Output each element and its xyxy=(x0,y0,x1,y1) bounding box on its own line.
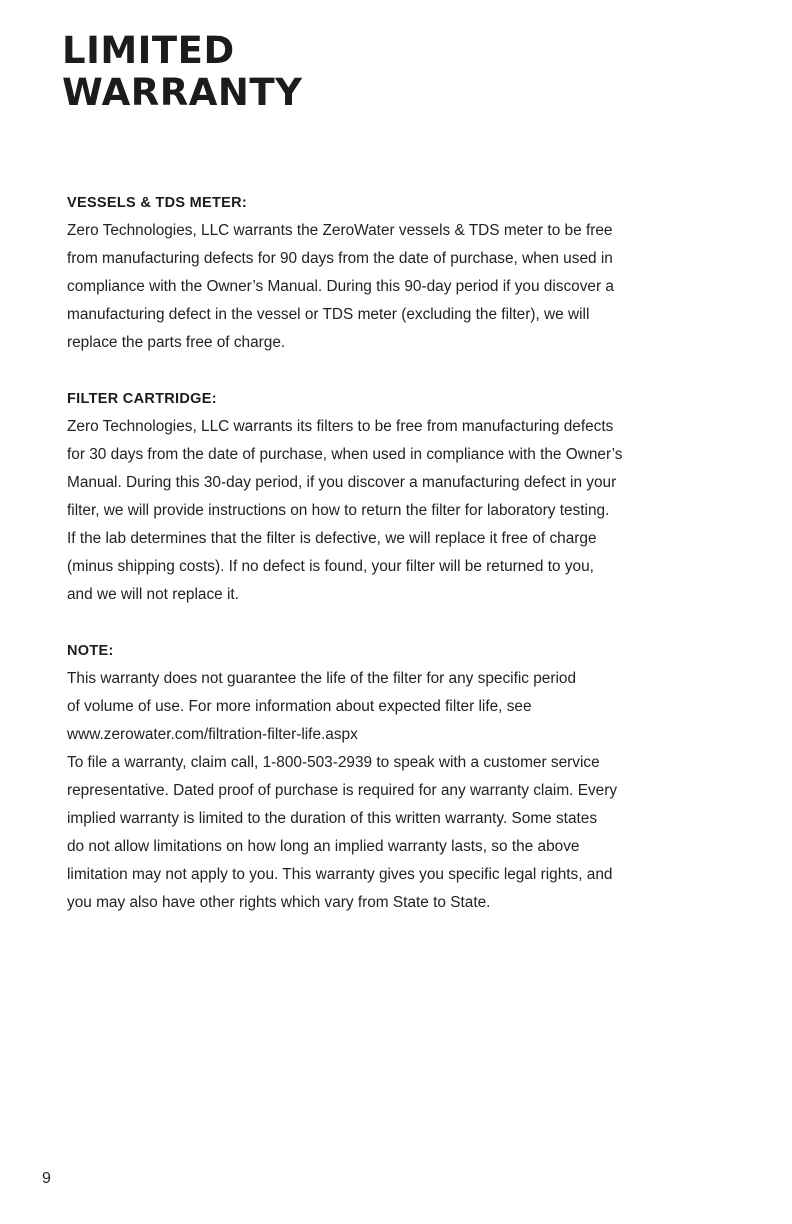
paragraph-line: and we will not replace it. xyxy=(67,586,239,603)
section-heading: FILTER CARTRIDGE: xyxy=(67,391,217,407)
section-paragraph xyxy=(67,413,727,609)
paragraph-line: representative. Dated proof of purchase is required for any warranty claim. Every xyxy=(67,782,618,799)
paragraph-line: Zero Technologies, LLC warrants its filters to be free from manufacturing defects xyxy=(67,418,614,435)
section-paragraph xyxy=(67,749,727,917)
section-paragraph xyxy=(67,665,727,749)
paragraph-line: This warranty does not guarantee the life of the filter for any specific period xyxy=(67,670,577,687)
warranty-content xyxy=(67,189,727,945)
paragraph-line: implied warranty is limited to the duration of this written warranty. Some states xyxy=(67,810,598,827)
paragraph-line: of volume of use. For more information about expected filter life, see xyxy=(67,698,532,715)
paragraph-line: To file a warranty, claim call, 1-800-503-2939 to speak with a customer service xyxy=(67,754,600,771)
paragraph-line: (minus shipping costs). If no defect is found, your filter will be returned to you, xyxy=(67,558,594,575)
page-title-line-1: LIMITED xyxy=(62,29,235,72)
warranty-section xyxy=(67,637,727,917)
section-heading: VESSELS & TDS METER: xyxy=(67,195,248,211)
paragraph-line: manufacturing defect in the vessel or TDS meter (excluding the filter), we will xyxy=(67,306,590,323)
warranty-section xyxy=(67,385,727,609)
paragraph-line: Zero Technologies, LLC warrants the ZeroWater vessels & TDS meter to be free xyxy=(67,222,613,239)
section-paragraph xyxy=(67,217,727,357)
paragraph-line: filter, we will provide instructions on how to return the filter for laboratory testing. xyxy=(67,502,610,519)
paragraph-line: Manual. During this 30-day period, if you discover a manufacturing defect in your xyxy=(67,474,617,491)
paragraph-line: you may also have other rights which vary from State to State. xyxy=(67,894,491,911)
page-title-line-2: WARRANTY xyxy=(62,71,303,114)
paragraph-line: If the lab determines that the filter is defective, we will replace it free of charge xyxy=(67,530,597,547)
paragraph-line: replace the parts free of charge. xyxy=(67,334,286,351)
paragraph-line: limitation may not apply to you. This warranty gives you specific legal rights, and xyxy=(67,866,613,883)
warranty-section xyxy=(67,189,727,357)
paragraph-line: www.zerowater.com/filtration-filter-life.aspx xyxy=(67,726,358,743)
paragraph-line: from manufacturing defects for 90 days from the date of purchase, when used in xyxy=(67,250,613,267)
paragraph-line: do not allow limitations on how long an implied warranty lasts, so the above xyxy=(67,838,580,855)
page-number: 9 xyxy=(42,1170,51,1187)
page-title xyxy=(62,30,302,114)
section-heading: NOTE: xyxy=(67,643,114,659)
paragraph-line: compliance with the Owner’s Manual. During this 90-day period if you discover a xyxy=(67,278,614,295)
paragraph-line: for 30 days from the date of purchase, when used in compliance with the Owner’s xyxy=(67,446,623,463)
